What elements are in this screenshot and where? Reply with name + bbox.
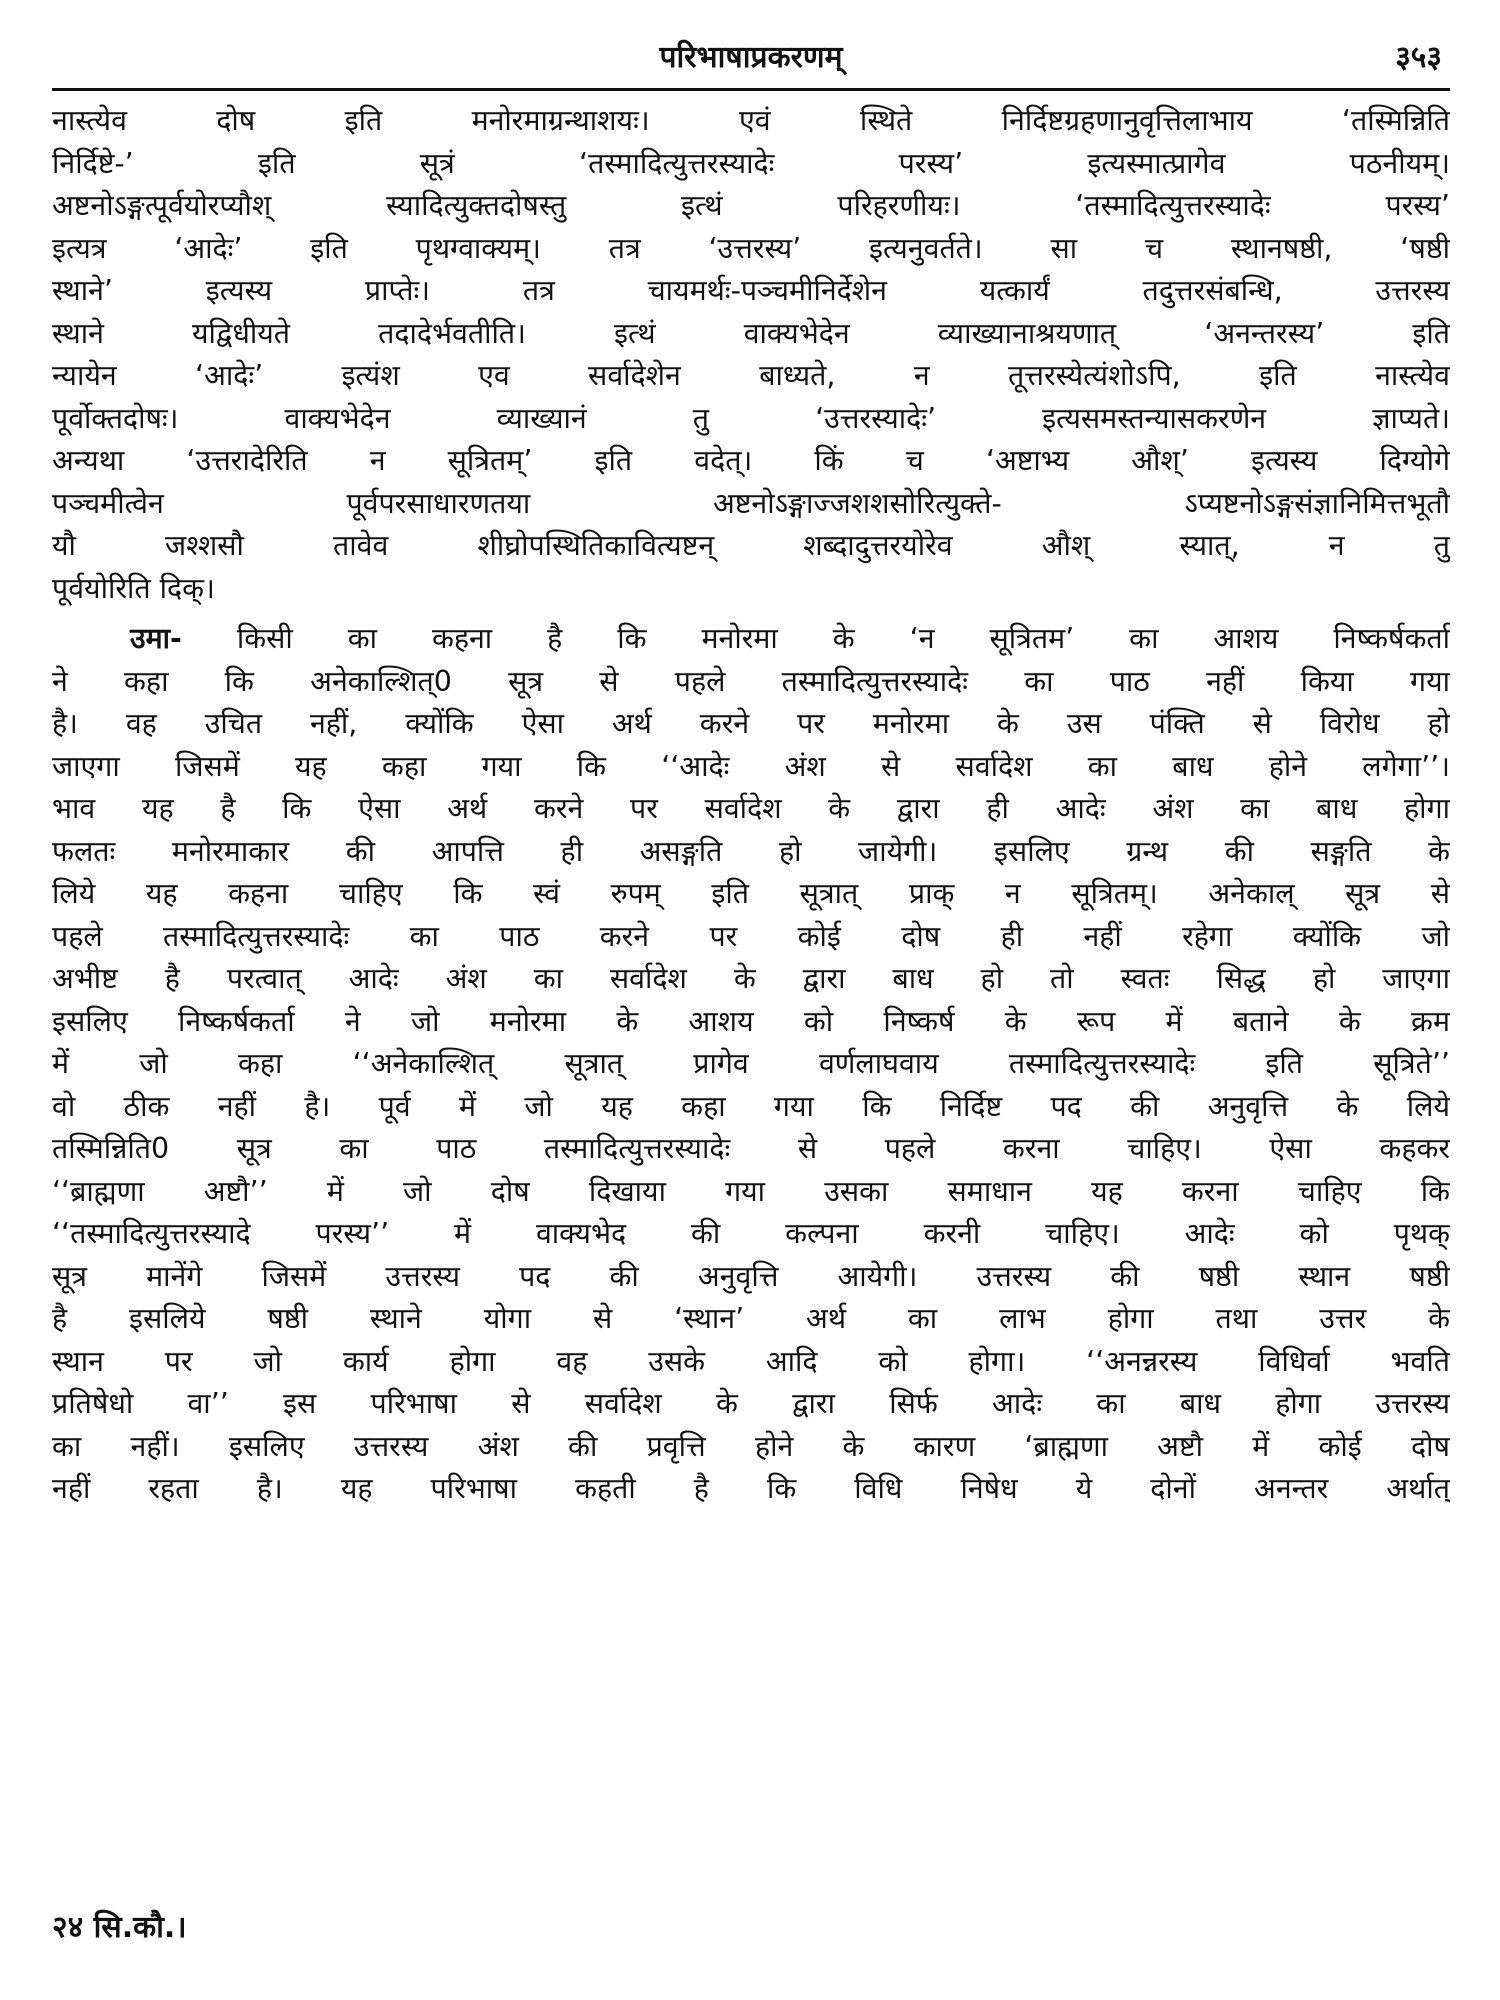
text-line: स्थाने’ इत्यस्य प्राप्तेः। तत्र चायमर्थः-पञ्चमीनिर्देशेन यत्कार्यं तदुत्तरसंबन्धि, उत्तरस्य [52, 274, 1450, 307]
commentary-label: उमा- [130, 622, 182, 655]
text-line: फलतः मनोरमाकार की आपत्ति ही असङ्गति हो जायेगी। इसलिए ग्रन्थ की सङ्गति के [52, 834, 1450, 868]
text-line: पञ्चमीत्वेन पूर्वपरसाधारणतया अष्टनोऽङ्गाज्जशशसोरित्युक्ते- ऽप्यष्टनोऽङ्गसंज्ञानिमित्तभूतौ [52, 486, 1450, 520]
text-line: भाव यह है कि ऐसा अर्थ करने पर सर्वादेश के द्वारा ही आदेः अंश का बाध होगा [52, 792, 1450, 825]
text-line: स्थाने यद्विधीयते तदादेर्भवतीति। इत्थं वाक्यभेदेन व्याख्यानाश्रयणात् ‘अनन्तरस्य’ इति [52, 316, 1450, 350]
text-line: जाएगा जिसमें यह कहा गया कि ‘‘आदेः अंश से सर्वादेश का बाध होने लगेगा’’। [52, 749, 1450, 783]
text-line: लिये यह कहना चाहिए कि स्वं रुपम् इति सूत्रात् प्राक् न सूत्रितम्। अनेकाल् सूत्र से [52, 877, 1450, 910]
text-line: वो ठीक नहीं है। पूर्व में जो यह कहा गया कि निर्दिष्ट पद की अनुवृत्ति के लिये [52, 1089, 1450, 1123]
text-line: ने कहा कि अनेकाल्शित्0 सूत्र से पहले तस्मादित्युत्तरस्यादेः का पाठ नहीं किया गया [52, 664, 1450, 698]
text-line: है इसलिये षष्ठी स्थाने योगा से ‘स्थान’ अर्थ का लाभ होगा तथा उत्तर के [52, 1302, 1450, 1335]
text-line: ‘‘ब्राह्मणा अष्टौ’’ में जो दोष दिखाया गया उसका समाधान यह करना चाहिए कि [52, 1174, 1450, 1208]
text-line: अभीष्ट है परत्वात् आदेः अंश का सर्वादेश के द्वारा बाध हो तो स्वतः सिद्ध हो जाएगा [52, 962, 1450, 995]
hindi-commentary-paragraph [52, 618, 1450, 1511]
text-line: प्रतिषेधो वा’’ इस परिभाषा से सर्वादेश के द्वारा सिर्फ आदेः का बाध होगा उत्तरस्य [52, 1387, 1450, 1420]
text-line: सूत्र मानेंगे जिसमें उत्तरस्य पद की अनुवृत्ति आयेगी। उत्तरस्य की षष्ठी स्थान षष्ठी [52, 1259, 1450, 1293]
text-line: इसलिए निष्कर्षकर्ता ने जो मनोरमा के आशय को निष्कर्ष के रूप में बताने के क्रम [52, 1004, 1450, 1038]
text-line: अन्यथा ‘उत्तरादेरिति न सूत्रितम्’ इति वदेत्। किं च ‘अष्टाभ्य औश्’ इत्यस्य दिग्योगे [52, 444, 1450, 477]
text-line: इत्यत्र ‘आदेः’ इति पृथग्वाक्यम्। तत्र ‘उत्तरस्य’ इत्यनुवर्तते। सा च स्थानषष्ठी, ‘षष्ठी [52, 231, 1450, 265]
text-line: पूर्वयोरिति दिक्। [52, 571, 215, 605]
text-line: ‘‘तस्मादित्युत्तरस्यादे परस्य’’ में वाक्यभेद की कल्पना करनी चाहिए। आदेः को पृथक् [52, 1217, 1450, 1250]
text-line: में जो कहा ‘‘अनेकाल्शित् सूत्रात् प्रागेव वर्णलाघवाय तस्मादित्युत्तरस्यादेः इति सूत्रिते’’ [52, 1047, 1450, 1080]
text-line: है। वह उचित नहीं, क्योंकि ऐसा अर्थ करने पर मनोरमा के उस पंक्ति से विरोध हो [52, 707, 1450, 740]
text-line: यौ जश्शसौ तावेव शीघ्रोपस्थितिकावित्यष्टन् शब्दादुत्तरयोरेव औश् स्यात्, न तु [52, 529, 1450, 562]
footer-signature-mark: २४ सि.कौ.। [52, 1910, 187, 1945]
page-number: ३५३ [1395, 40, 1442, 75]
text-line: पूर्वोक्तदोषः। वाक्यभेदेन व्याख्यानं तु ‘उत्तरस्यादेः’ इत्यसमस्तन्यासकरणेन ज्ञाप्यते। [52, 401, 1450, 435]
text-line: नहीं रहता है। यह परिभाषा कहती है कि विधि निषेध ये दोनों अनन्तर अर्थात् [52, 1472, 1450, 1505]
text-line: का नहीं। इसलिए उत्तरस्य अंश की प्रवृत्ति होने के कारण ‘ब्राह्मणा अष्टौ में कोई दोष [52, 1429, 1450, 1463]
text-line: न्यायेन ‘आदेः’ इत्यंश एव सर्वादेशेन बाध्यते, न तूत्तरस्येत्यंशोऽपि, इति नास्त्येव [52, 359, 1450, 392]
text-line: अष्टनोऽङ्गत्पूर्वयोरप्यौश् स्यादित्युक्तदोषस्तु इत्थं परिहरणीयः। ‘तस्मादित्युत्तरस्यादेः परस्य’ [52, 189, 1450, 222]
chapter-title: परिभाषाप्रकरणम् [659, 40, 843, 75]
sanskrit-paragraph [52, 100, 1450, 610]
page-body [52, 100, 1450, 1511]
text-line: तस्मिन्निति0 सूत्र का पाठ तस्मादित्युत्तरस्यादेः से पहले करना चाहिए। ऐसा कहकर [52, 1132, 1450, 1165]
text-line: स्थान पर जो कार्य होगा वह उसके आदि को होगा। ‘‘अनन्नरस्य विधिर्वा भवति [52, 1344, 1450, 1378]
text-line [52, 618, 1450, 661]
text-line: नास्त्येव दोष इति मनोरमाग्रन्थाशयः। एवं स्थिते निर्दिष्टग्रहणानुवृत्तिलाभाय ‘तस्मिन्निति [52, 104, 1450, 137]
commentary-first-line: किसी का कहना है कि मनोरमा के ‘न सूत्रितम’ का आशय निष्कर्षकर्ता [181, 622, 1450, 655]
paragraph-spacer [52, 610, 1450, 618]
running-header [52, 34, 1450, 91]
text-line: पहले तस्मादित्युत्तरस्यादेः का पाठ करने पर कोई दोष ही नहीं रहेगा क्योंकि जो [52, 919, 1450, 953]
text-line: निर्दिष्टे-’ इति सूत्रं ‘तस्मादित्युत्तरस्यादेः परस्य’ इत्यस्मात्प्रागेव पठनीयम्। [52, 146, 1450, 180]
